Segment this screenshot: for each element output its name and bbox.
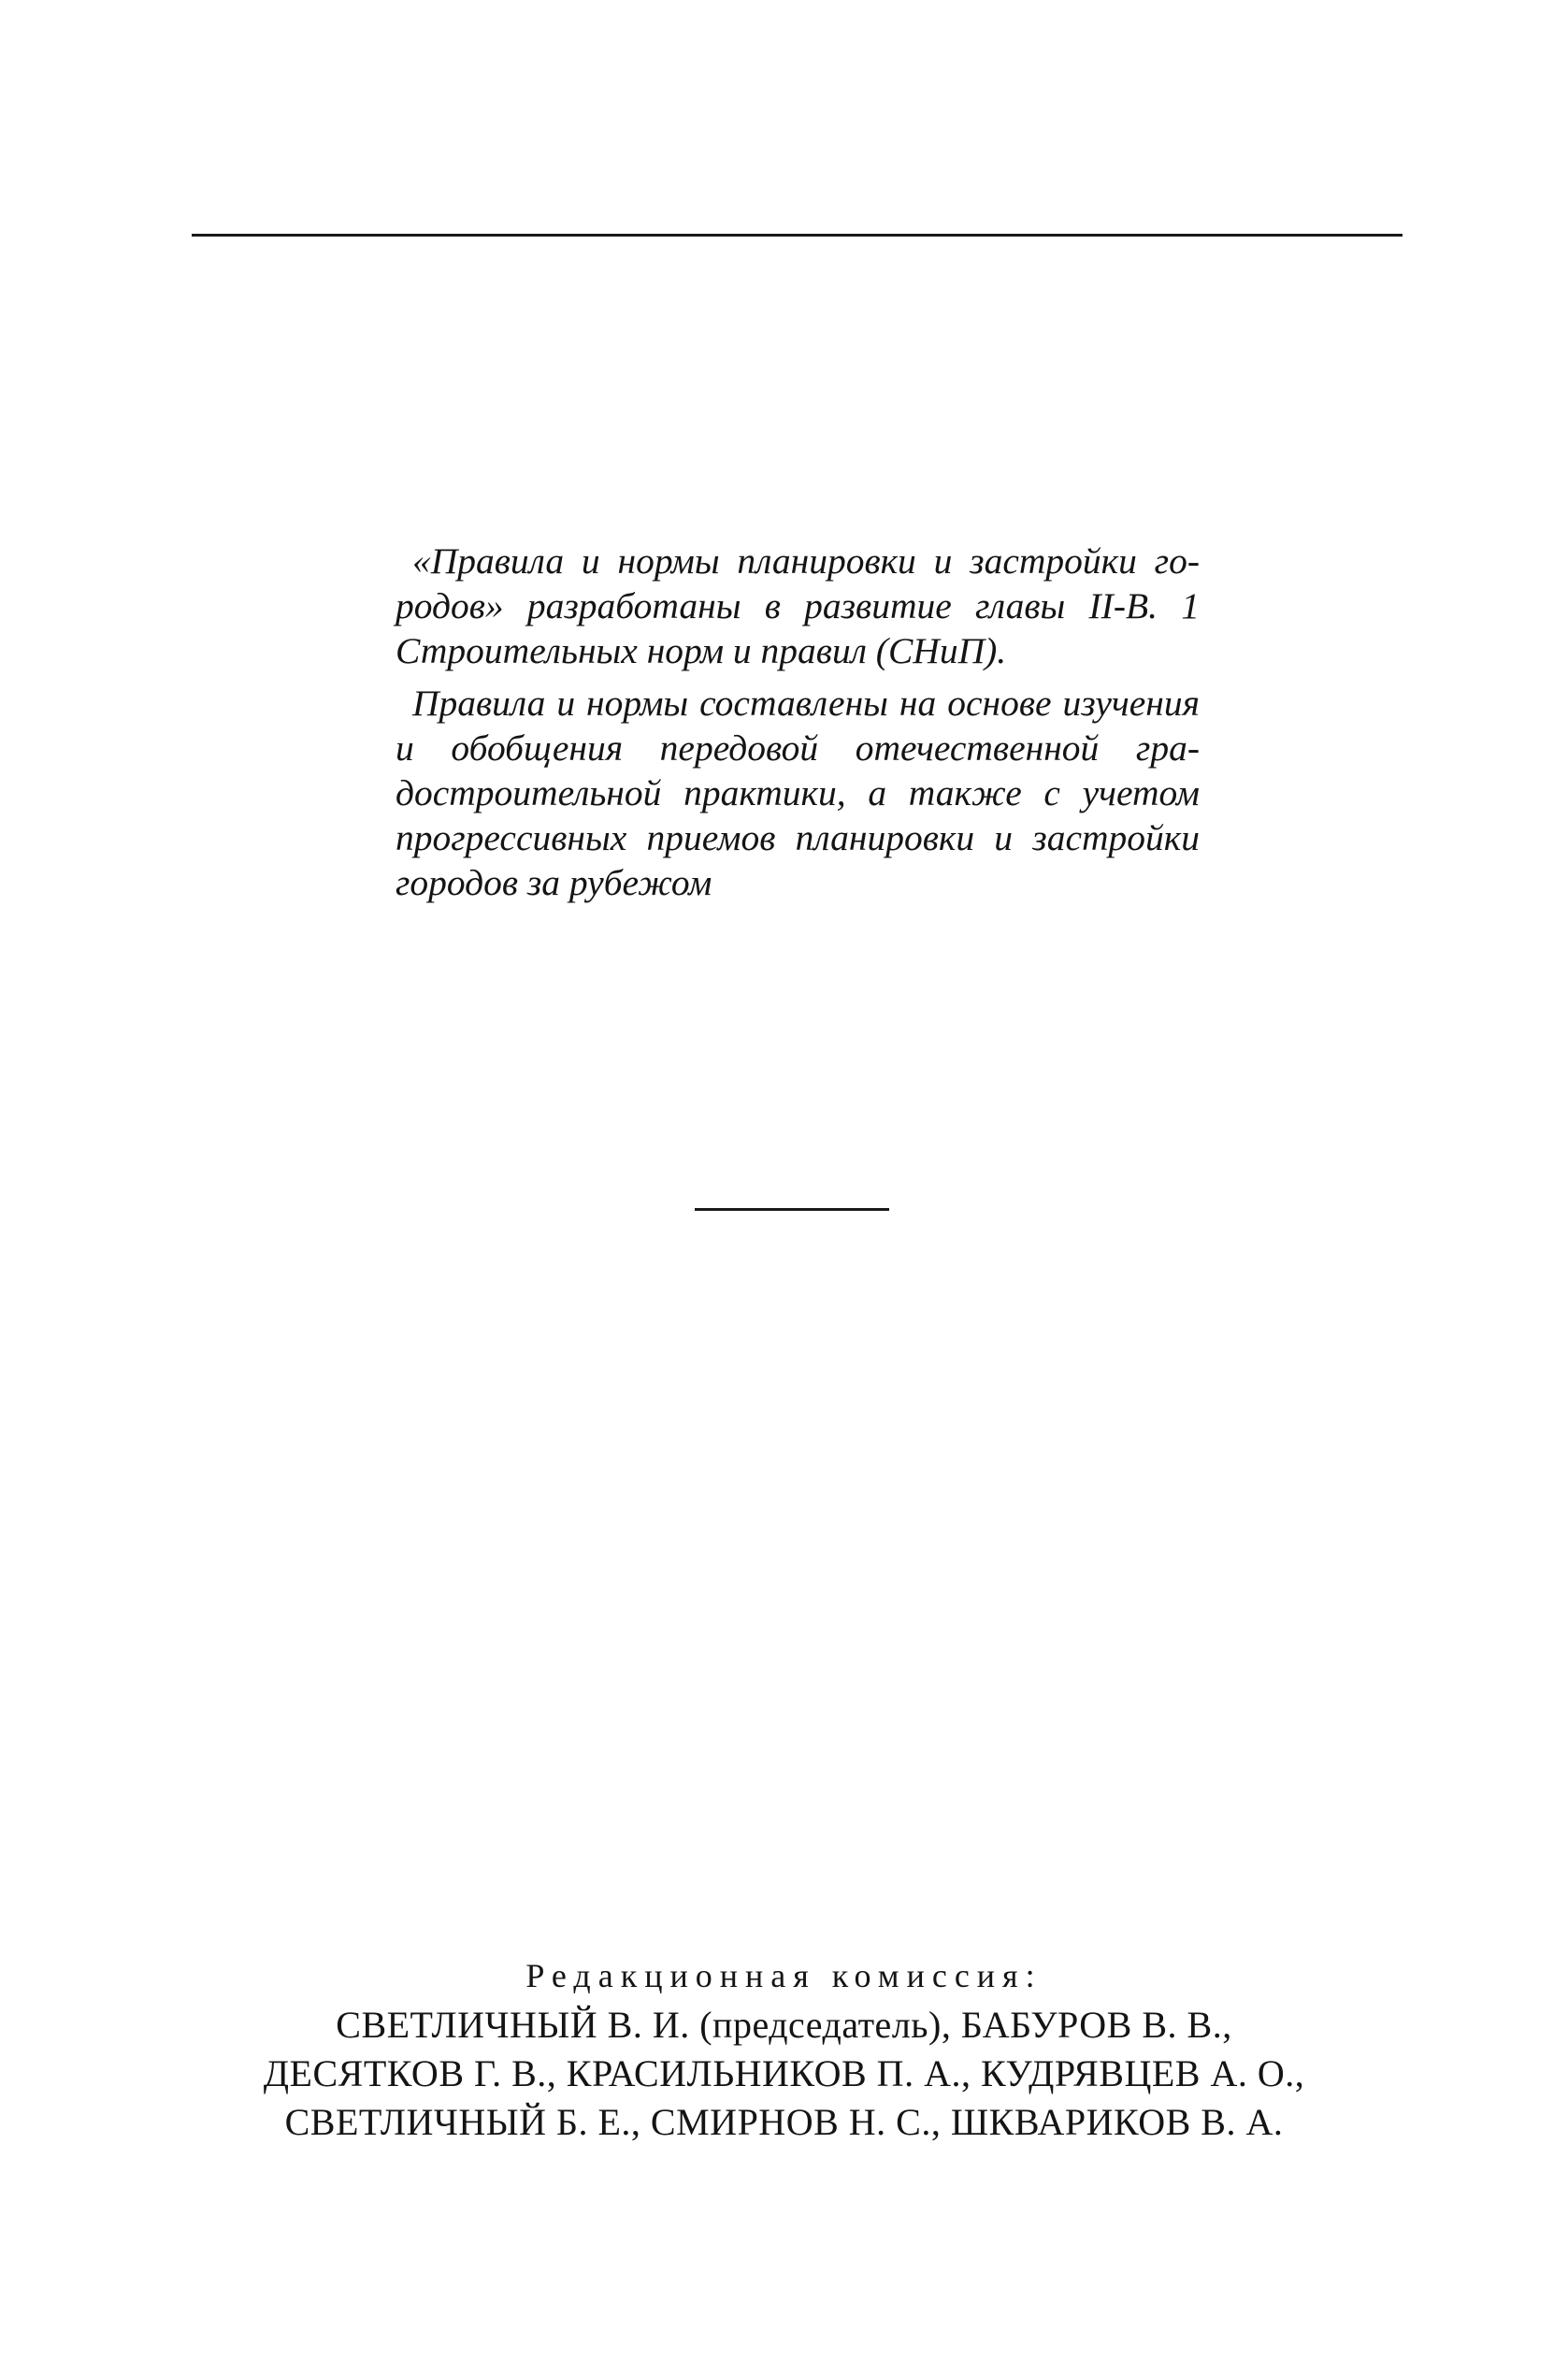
commission-title: Редакционная комиссия: xyxy=(525,1957,1043,1994)
editorial-commission xyxy=(0,1954,1568,2147)
intro-paragraph: Правила и нормы составлены на основе изучения и обобщения передовой отечественной градостроительной практики, а также с учетом прогрессивных приемов планировки и застройки городов за рубежом xyxy=(396,683,1200,903)
separator-rule xyxy=(695,1208,889,1211)
intro-paragraph: «Правила и нормы планировки и застройки городов» разработаны в развитие главы II-В. 1 Строительных норм и правил (СНиП). xyxy=(396,540,1200,671)
intro-text xyxy=(396,539,1200,905)
commission-members-line: СВЕТЛИЧНЫЙ Б. Е., СМИРНОВ Н. С., ШКВАРИКОВ В. А. xyxy=(284,2101,1284,2143)
top-rule xyxy=(192,234,1403,237)
commission-members-line: СВЕТЛИЧНЫЙ В. И. (председатель), БАБУРОВ В. В., xyxy=(336,2004,1232,2046)
commission-members-line: ДЕСЯТКОВ Г. В., КРАСИЛЬНИКОВ П. А., КУДРЯВЦЕВ А. О., xyxy=(263,2052,1305,2094)
